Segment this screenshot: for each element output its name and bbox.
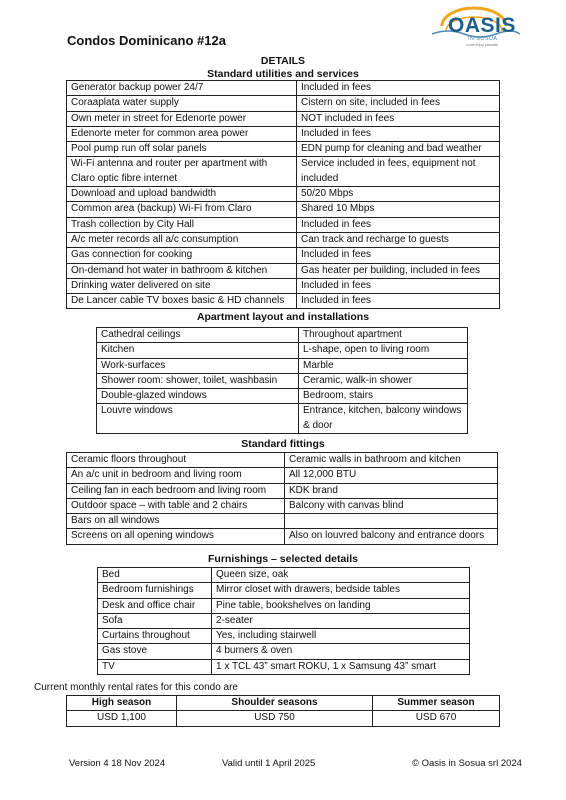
- row-label: Trash collection by City Hall: [67, 217, 297, 232]
- fittings-heading: Standard fittings: [241, 438, 325, 450]
- row-value: Entrance, kitchen, balcony windows & door: [299, 404, 468, 434]
- table-row: [67, 187, 500, 202]
- table-row: [67, 126, 500, 141]
- row-label: Kitchen: [97, 343, 299, 358]
- row-label: On-demand hot water in bathroom & kitchen: [67, 263, 297, 278]
- row-value: Bedroom, stairs: [299, 389, 468, 404]
- table-row: [98, 598, 470, 613]
- row-value: Included in fees: [297, 248, 500, 263]
- row-label: Common area (backup) Wi-Fi from Claro: [67, 202, 297, 217]
- table-row: [97, 389, 468, 404]
- table-row: [67, 81, 500, 96]
- rental-header-summer: Summer season: [373, 696, 500, 711]
- row-value: Can track and recharge to guests: [297, 232, 500, 247]
- layout-heading: Apartment layout and installations: [196, 311, 370, 323]
- row-value: Marble: [299, 358, 468, 373]
- rental-value-summer: USD 670: [373, 711, 500, 726]
- row-value: KDK brand: [285, 483, 498, 498]
- utilities-table: [66, 80, 500, 309]
- row-value: Cistern on site, included in fees: [297, 96, 500, 111]
- oasis-logo: [428, 4, 520, 50]
- table-row: [97, 373, 468, 388]
- row-label: Ceramic floors throughout: [67, 453, 285, 468]
- table-row: [67, 468, 498, 483]
- row-label: Desk and office chair: [98, 598, 212, 613]
- row-value: Ceramic, walk-in shower: [299, 373, 468, 388]
- row-label: Outdoor space – with table and 2 chairs: [67, 498, 285, 513]
- furnishings-table: [97, 567, 470, 675]
- row-label: Sofa: [98, 613, 212, 628]
- row-label: Download and upload bandwidth: [67, 187, 297, 202]
- rental-intro: Current monthly rental rates for this condo are: [34, 682, 238, 693]
- row-label: De Lancer cable TV boxes basic & HD channels: [67, 294, 297, 309]
- table-row: [97, 404, 468, 434]
- layout-table: [96, 327, 468, 434]
- table-row: [98, 583, 470, 598]
- table-row: [67, 529, 498, 544]
- logo-tagline: come enjoy paradise: [466, 43, 499, 47]
- rental-header-row: [67, 696, 500, 711]
- footer-copyright: © Oasis in Sosua srl 2024: [412, 758, 522, 769]
- row-label: Gas stove: [98, 644, 212, 659]
- row-value: All 12,000 BTU: [285, 468, 498, 483]
- row-value: Queen size, oak: [212, 568, 470, 583]
- rental-value-row: [67, 711, 500, 726]
- row-label: Double-glazed windows: [97, 389, 299, 404]
- row-label: Pool pump run off solar panels: [67, 142, 297, 157]
- table-row: [67, 294, 500, 309]
- footer-version: Version 4 18 Nov 2024: [69, 758, 166, 769]
- row-label: A/c meter records all a/c consumption: [67, 232, 297, 247]
- row-value: 4 burners & oven: [212, 644, 470, 659]
- row-label: Drinking water delivered on site: [67, 278, 297, 293]
- table-row: [67, 248, 500, 263]
- row-label: Curtains throughout: [98, 629, 212, 644]
- table-row: [67, 96, 500, 111]
- row-value: Mirror closet with drawers, bedside tables: [212, 583, 470, 598]
- row-value: Included in fees: [297, 217, 500, 232]
- table-row: [67, 217, 500, 232]
- row-label: Bed: [98, 568, 212, 583]
- table-row: [67, 483, 498, 498]
- table-row: [98, 644, 470, 659]
- row-value: [285, 514, 498, 529]
- row-value: 1 x TCL 43” smart ROKU, 1 x Samsung 43” smart: [212, 659, 470, 674]
- table-row: [97, 328, 468, 343]
- row-value: Included in fees: [297, 126, 500, 141]
- row-label: An a/c unit in bedroom and living room: [67, 468, 285, 483]
- table-row: [67, 498, 498, 513]
- table-row: [67, 202, 500, 217]
- row-value: EDN pump for cleaning and bad weather: [297, 142, 500, 157]
- row-value: Throughout apartment: [299, 328, 468, 343]
- row-label: Own meter in street for Edenorte power: [67, 111, 297, 126]
- row-value: 50/20 Mbps: [297, 187, 500, 202]
- logo-wordmark: OASIS: [448, 14, 516, 37]
- row-label: Cathedral ceilings: [97, 328, 299, 343]
- rental-value-shoulder: USD 750: [177, 711, 373, 726]
- row-label: Coraaplata water supply: [67, 96, 297, 111]
- row-label: Work-surfaces: [97, 358, 299, 373]
- row-value: Included in fees: [297, 278, 500, 293]
- row-value: Pine table, bookshelves on landing: [212, 598, 470, 613]
- row-value: Also on louvred balcony and entrance doors: [285, 529, 498, 544]
- row-value: Included in fees: [297, 81, 500, 96]
- row-value: Yes, including stairwell: [212, 629, 470, 644]
- row-value: 2-seater: [212, 613, 470, 628]
- table-row: [98, 613, 470, 628]
- details-heading: DETAILS: [260, 55, 306, 67]
- row-value: Shared 10 Mbps: [297, 202, 500, 217]
- rental-value-high: USD 1,100: [67, 711, 177, 726]
- row-label: Bedroom furnishings: [98, 583, 212, 598]
- rental-header-high: High season: [67, 696, 177, 711]
- table-row: [98, 568, 470, 583]
- row-value: NOT included in fees: [297, 111, 500, 126]
- table-row: [97, 358, 468, 373]
- row-value: L-shape, open to living room: [299, 343, 468, 358]
- footer-valid-until: Valid until 1 April 2025: [222, 758, 316, 769]
- logo-subtitle: IN SOSUA: [468, 36, 498, 42]
- table-row: [67, 278, 500, 293]
- row-value: Ceramic walls in bathroom and kitchen: [285, 453, 498, 468]
- row-value: Service included in fees, equipment not included: [297, 157, 500, 187]
- table-row: [67, 111, 500, 126]
- row-label: Louvre windows: [97, 404, 299, 434]
- rental-header-shoulder: Shoulder seasons: [177, 696, 373, 711]
- row-label: Screens on all opening windows: [67, 529, 285, 544]
- utilities-heading: Standard utilities and services: [207, 68, 359, 80]
- row-label: TV: [98, 659, 212, 674]
- document-title: Condos Dominicano #12a: [67, 33, 226, 48]
- row-label: Bars on all windows: [67, 514, 285, 529]
- row-label: Edenorte meter for common area power: [67, 126, 297, 141]
- fittings-table: [66, 452, 498, 545]
- row-label: Generator backup power 24/7: [67, 81, 297, 96]
- row-label: Ceiling fan in each bedroom and living room: [67, 483, 285, 498]
- row-value: Included in fees: [297, 294, 500, 309]
- row-value: Balcony with canvas blind: [285, 498, 498, 513]
- row-label: Gas connection for cooking: [67, 248, 297, 263]
- table-row: [67, 142, 500, 157]
- table-row: [67, 232, 500, 247]
- row-label: Shower room: shower, toilet, washbasin: [97, 373, 299, 388]
- furnishings-heading: Furnishings – selected details: [208, 553, 358, 565]
- table-row: [67, 514, 498, 529]
- row-value: Gas heater per building, included in fees: [297, 263, 500, 278]
- row-label: Wi-Fi antenna and router per apartment with Claro optic fibre internet: [67, 157, 297, 187]
- table-row: [67, 157, 500, 187]
- table-row: [98, 629, 470, 644]
- rental-table: [66, 695, 500, 727]
- table-row: [98, 659, 470, 674]
- table-row: [67, 263, 500, 278]
- table-row: [67, 453, 498, 468]
- table-row: [97, 343, 468, 358]
